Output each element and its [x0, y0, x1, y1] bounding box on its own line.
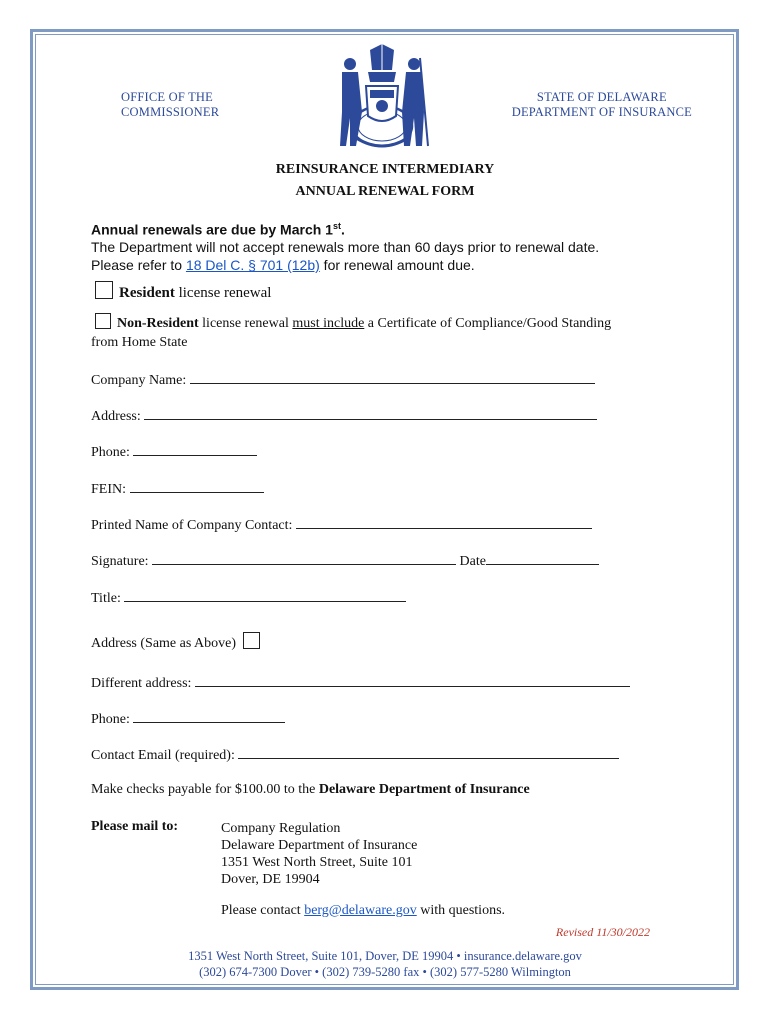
contact-suffix: with questions.	[416, 903, 506, 918]
mailing-address	[221, 820, 505, 919]
nonresident-must-include: must include	[292, 316, 365, 331]
fein-field	[91, 480, 264, 498]
address-same-field	[91, 632, 266, 652]
contact-line	[221, 902, 505, 919]
revised-date: Revised 11/30/2022	[555, 925, 650, 939]
due-date-sup: st	[332, 221, 341, 231]
different-address-field	[91, 674, 630, 692]
signature-input[interactable]	[152, 552, 456, 565]
address-same-label: Address (Same as Above)	[91, 636, 237, 651]
office-line-2: COMMISSIONER	[121, 105, 220, 119]
title-field	[91, 589, 406, 607]
address-same-checkbox[interactable]	[243, 632, 260, 649]
printed-name-field	[91, 516, 592, 534]
form-title-line-1: REINSURANCE INTERMEDIARY	[275, 162, 495, 177]
renewal-amount-notice	[91, 257, 475, 273]
form-title-line-2: ANNUAL RENEWAL FORM	[295, 184, 475, 199]
contact-email-link[interactable]: berg@delaware.gov	[304, 903, 417, 918]
phone2-input[interactable]	[133, 710, 285, 723]
nonresident-label-mid: license renewal	[198, 316, 293, 331]
mail-line-4: Dover, DE 19904	[221, 872, 320, 887]
renewal-window-notice: The Department will not accept renewals more than 60 days prior to renewal date.	[91, 239, 600, 255]
resident-checkbox[interactable]	[95, 281, 113, 299]
address-input[interactable]	[144, 407, 597, 420]
signature-label: Signature:	[91, 554, 149, 569]
company-name-label: Company Name:	[91, 373, 187, 388]
department-header	[512, 90, 692, 120]
different-address-label: Different address:	[91, 676, 192, 691]
due-date-period: .	[341, 221, 345, 238]
contact-prefix: Please contact	[221, 903, 305, 918]
phone2-field	[91, 710, 285, 728]
address-label: Address:	[91, 409, 141, 424]
mail-to-label: Please mail to:	[91, 819, 179, 834]
signature-field	[91, 552, 599, 570]
title-input[interactable]	[124, 589, 406, 602]
state-line: STATE OF DELAWARE	[536, 90, 667, 104]
mail-line-2: Delaware Department of Insurance	[221, 838, 418, 853]
address-field	[91, 407, 597, 425]
delaware-state-seal-icon	[330, 42, 434, 154]
contact-email-label: Contact Email (required):	[91, 748, 235, 763]
office-header	[121, 90, 219, 120]
nonresident-option	[95, 313, 611, 332]
footer-address: 1351 West North Street, Suite 101, Dover, DE 19904 • insurance.delaware.gov	[188, 949, 582, 963]
fein-input[interactable]	[130, 480, 264, 493]
printed-name-input[interactable]	[296, 516, 592, 529]
nonresident-bold-label: Non-Resident	[117, 316, 199, 331]
payment-instructions	[91, 782, 530, 798]
contact-email-field	[91, 746, 619, 764]
refer-suffix: for renewal amount due.	[319, 257, 475, 273]
phone2-label: Phone:	[91, 712, 130, 727]
mail-line-3: 1351 West North Street, Suite 101	[221, 855, 413, 870]
company-name-input[interactable]	[190, 371, 595, 384]
resident-bold-label: Resident	[119, 285, 175, 301]
office-line-1: OFFICE OF THE	[121, 90, 213, 104]
resident-option	[95, 281, 271, 302]
printed-name-label: Printed Name of Company Contact:	[91, 518, 293, 533]
phone-input[interactable]	[133, 443, 257, 456]
date-input[interactable]	[486, 552, 599, 565]
title-label: Title:	[91, 591, 121, 606]
department-line: DEPARTMENT OF INSURANCE	[511, 105, 692, 119]
phone-field	[91, 443, 257, 461]
nonresident-label-rest: a Certificate of Compliance/Good Standing	[364, 316, 612, 331]
phone-label: Phone:	[91, 445, 130, 460]
nonresident-line-2: from Home State	[91, 335, 188, 350]
nonresident-checkbox[interactable]	[95, 313, 111, 329]
due-date-text: Annual renewals are due by March 1	[91, 221, 333, 238]
refer-prefix: Please refer to	[91, 257, 186, 273]
company-name-field	[91, 371, 595, 389]
due-date-notice	[91, 221, 345, 238]
footer-phones: (302) 674-7300 Dover • (302) 739-5280 fax • (302) 577-5280 Wilmington	[199, 965, 571, 979]
contact-email-input[interactable]	[238, 746, 619, 759]
payment-payee: Delaware Department of Insurance	[318, 782, 530, 797]
statute-link[interactable]: 18 Del C. § 701 (12b)	[185, 257, 320, 273]
resident-label: license renewal	[174, 285, 272, 301]
different-address-input[interactable]	[195, 674, 630, 687]
payment-prefix: Make checks payable for $100.00 to the	[91, 782, 319, 797]
date-label: Date	[459, 554, 486, 569]
fein-label: FEIN:	[91, 482, 126, 497]
mail-line-1: Company Regulation	[221, 821, 341, 836]
